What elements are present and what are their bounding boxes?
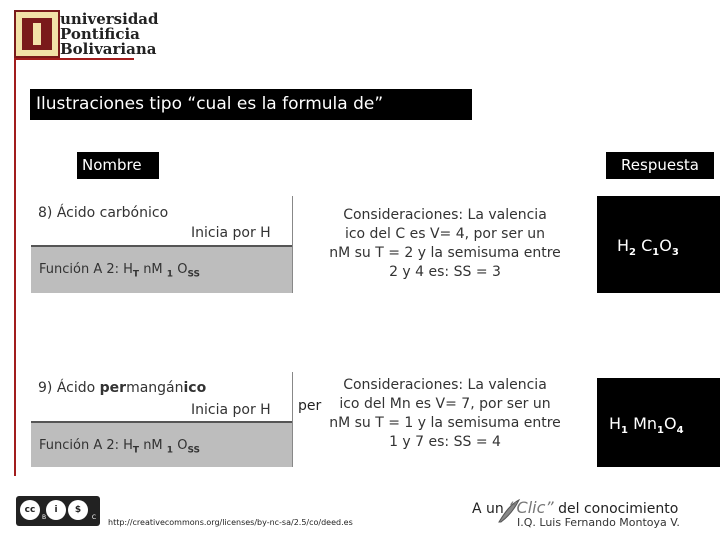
attribution-icon: i	[46, 500, 66, 520]
divider	[292, 196, 293, 293]
university-line-1: universidad	[60, 10, 159, 28]
question-9-name-cell	[31, 372, 293, 422]
question-9-label: 9) Ácido permangánico	[38, 380, 207, 396]
cc-icon: cc	[20, 500, 40, 520]
university-crest-logo	[14, 10, 60, 58]
question-9-function-cell	[31, 423, 293, 467]
question-9-per-prefix: per	[298, 398, 322, 414]
cc-license-labels: BY NC SA	[42, 514, 142, 521]
column-header-nombre: Nombre	[77, 152, 159, 179]
university-line-3: Bolivariana	[60, 40, 157, 58]
university-line-2: Pontificia	[60, 25, 140, 43]
noncommercial-icon: $	[68, 500, 88, 520]
question-9-inicia-hint: Inicia por H	[191, 402, 271, 418]
author-credit: I.Q. Luis Fernando Montoya V.	[517, 516, 680, 529]
question-8-answer-formula: $H_2$ $C_1O_3$	[617, 236, 679, 259]
slide-title: Ilustraciones tipo “cual es la formula de”	[30, 89, 472, 120]
divider	[292, 372, 293, 467]
decorative-red-rule-top	[14, 58, 134, 60]
column-header-respuesta: Respuesta	[606, 152, 714, 179]
question-9-answer-box	[597, 378, 720, 467]
clic-tagline: A un “Clic” del conocimiento	[472, 498, 679, 517]
question-9-answer-formula: $H_1$ $Mn_1O_4$	[609, 414, 684, 437]
question-8-name-cell	[31, 196, 293, 246]
creative-commons-badge[interactable]	[16, 496, 100, 526]
license-url-link[interactable]: http://creativecommons.org/licenses/by-nc-sa/2.5/co/deed.es	[108, 518, 353, 527]
question-8-considerations: Consideraciones: La valencia ico del C es V= 4, por ser un nM su T = 2 y la semisuma entre 2 y 4 es: SS = 3	[329, 207, 561, 280]
question-8-function-text: Función A 2: $H_T$ nM $_1$ $O_{SS}$	[39, 262, 200, 280]
question-8-inicia-hint: Inicia por H	[191, 225, 271, 241]
question-8-answer-box	[597, 196, 720, 293]
decorative-red-rule-left	[14, 58, 16, 476]
question-9-considerations: Consideraciones: La valencia ico del Mn es V= 7, por ser un nM su T = 1 y la semisuma entre 1 y 7 es: SS = 4	[329, 377, 561, 450]
question-8-label: 8) Ácido carbónico	[38, 205, 169, 221]
question-9-function-text: Función A 2: $H_T$ nM $_1$ $O_{SS}$	[39, 438, 200, 456]
question-8-function-cell	[31, 247, 293, 293]
university-name	[60, 12, 159, 57]
